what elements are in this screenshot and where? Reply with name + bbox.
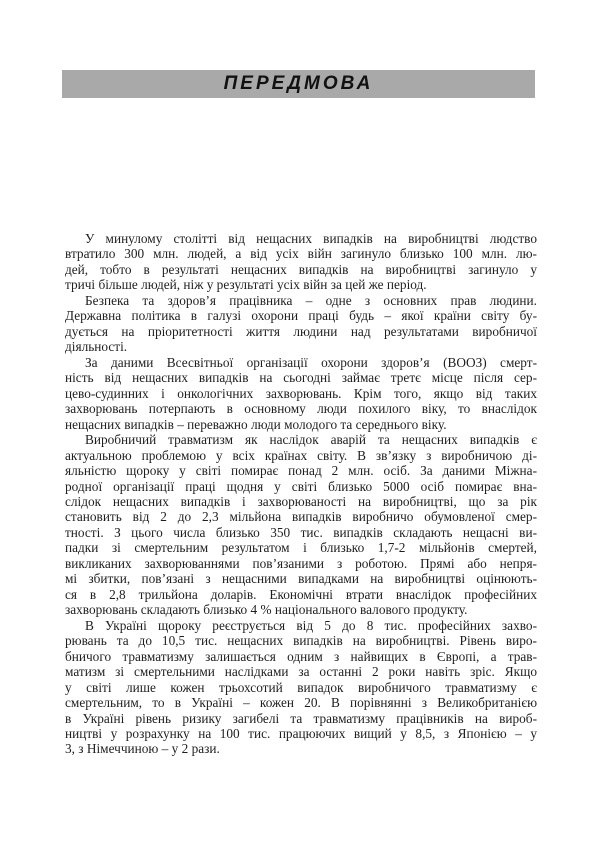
text-line: тності. З цього числа близько 350 тис. випадків складають нещасні ви- <box>65 524 537 540</box>
text-line: захворювань складають близько 4 % національного валового продукту. <box>65 602 468 618</box>
text-line: яльністю щороку у світі помирає понад 2 млн. осіб. За даними Міжна- <box>65 463 537 479</box>
text-line: нещасних випадків – переважно люди молодого та середнього віку. <box>65 416 447 432</box>
text-line: ність від нещасних випадків на сьогодні займає третє місце після сер- <box>65 370 537 386</box>
text-line: мі збитки, пов’язані з нещасними випадками на виробництві оцінюють- <box>65 571 537 587</box>
text-line: актуальною проблемою у всіх країнах світу. В зв’язку з виробничою ді- <box>65 447 537 463</box>
text-line: Виробничий травматизм як наслідок аварій та нещасних випадків є <box>85 432 537 448</box>
text-line: падки зі смертельним результатом і близько 1,7-2 мільйонів смертей, <box>65 540 537 556</box>
text-line: у світі лише кожен трьохсотий випадок виробничого травматизму є <box>65 679 537 695</box>
text-line: діяльності. <box>65 339 128 355</box>
paragraph <box>65 231 537 293</box>
paragraph <box>65 293 537 355</box>
text-line: Державна політика в галузі охорони праці будь – якої країни світу бу- <box>65 308 537 324</box>
text-line: родної організації праці щодня у світі близько 5000 осіб помирає вна- <box>65 478 537 494</box>
text-line: За даними Всесвітньої організації охорони здоров’я (ВООЗ) смерт- <box>85 354 537 370</box>
text-line: цево-судинних і онкологічних захворювань. Крім того, якщо від таких <box>65 385 537 401</box>
text-line: бничого травматизму залишається одним з найвищих в Європі, а трав- <box>65 648 537 664</box>
text-line: В Україні щороку реєструється від 5 до 8 тис. професійних захво- <box>85 617 537 633</box>
text-line: смертельним, то в Україні – кожен 20. В порівнянні з Великобританією <box>65 695 537 711</box>
text-line: дей, тобто в результаті нещасних випадків на виробництві загинуло у <box>65 261 537 277</box>
paragraph <box>65 355 537 432</box>
text-line: тричі більше людей, ніж у результаті усіх війн за цей же період. <box>65 277 427 293</box>
text-line: ся в 2,8 трильйона доларів. Економічні втрати внаслідок професійних <box>65 586 537 602</box>
paragraph <box>65 432 537 618</box>
page-title: ПЕРЕДМОВА <box>223 73 374 94</box>
text-line: рювань та до 10,5 тис. нещасних випадків на виробництві. Рівень виро- <box>65 633 537 649</box>
document-body <box>65 231 537 757</box>
text-line: втратило 300 млн. людей, а від усіх війн загинуло близько 100 млн. лю- <box>65 246 537 262</box>
section-title-bar <box>62 70 535 98</box>
text-line: викликаних захворюваннями пов’язаними з роботою. Прямі або непря- <box>65 555 537 571</box>
text-line: в Україні рівень ризику загибелі та травматизму працівників на вироб- <box>65 710 537 726</box>
text-line: матизм зі смертельними наслідками за останні 2 роки навіть зріс. Якщо <box>65 664 537 680</box>
text-line: Безпека та здоров’я працівника – одне з основних прав людини. <box>85 292 537 308</box>
text-line: 3, з Німеччиною – у 2 рази. <box>65 741 220 757</box>
text-line: ництві у розрахунку на 100 тис. працюючих вищий у 8,5, з Японією – у <box>65 726 537 741</box>
text-line: слідок нещасних випадків і захворюваності на виробництві, що за рік <box>65 493 537 509</box>
text-line: дується на пріоритетності життя людини над результатами виробничої <box>65 323 537 339</box>
text-line: захворювань потерпають в основному люди похилого віку, то внаслідок <box>65 401 537 417</box>
text-line: становить від 2 до 2,3 мільйона випадків виробничо обумовленої смер- <box>65 509 537 525</box>
paragraph <box>65 618 537 757</box>
text-line: У минулому столітті від нещасних випадків на виробництві людство <box>85 231 537 246</box>
